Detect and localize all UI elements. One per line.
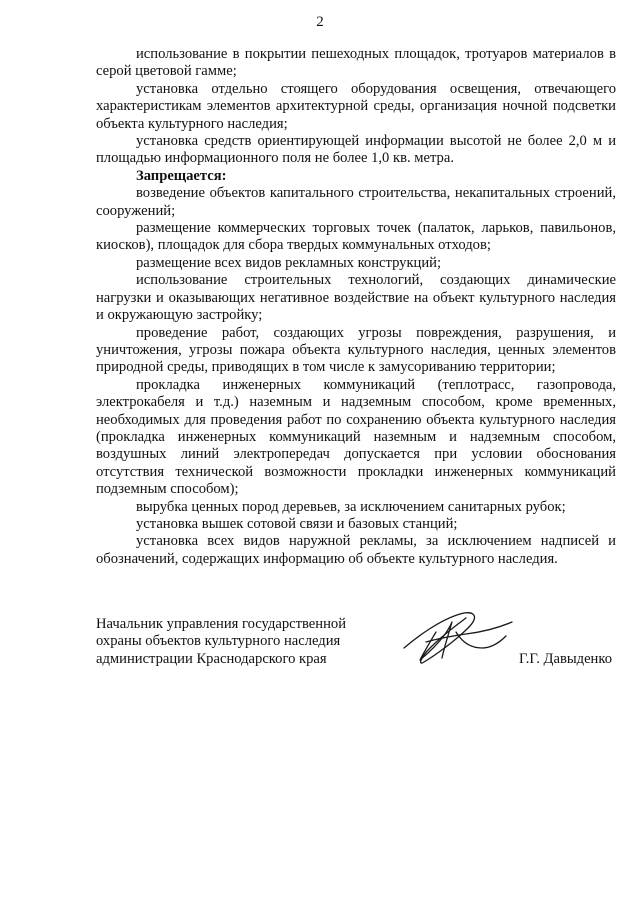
prohibited-item: размещение коммерческих торговых точек (палаток, ларьков, павильонов, киосков), площадок для сбора твердых коммунальных отходов; — [96, 220, 616, 254]
signature-strokes — [404, 613, 512, 663]
paragraph: установка отдельно стоящего оборудования освещения, отвечающего характеристикам элементов архитектурной среды, организация ночной подсветки объекта культурного наследия; — [96, 80, 616, 132]
prohibited-heading: Запрещается: — [136, 167, 227, 184]
signatory-name: Г.Г. Давыденко — [518, 650, 612, 667]
signatory-title-line: Начальник управления государственной — [96, 616, 347, 632]
prohibited-item: использование строительных технологий, создающих динамические нагрузки и оказывающих негативное воздействие на объект культурного наследия и окружающую застройку; — [96, 272, 616, 324]
paragraph: использование в покрытии пешеходных площадок, тротуаров материалов в серой цветовой гамме; — [96, 46, 616, 80]
prohibited-item: проведение работ, создающих угрозы повреждения, разрушения, и уничтожения, угрозы пожара объекта культурного наследия, ценных элементов природной среды, приводящих в том числе к замусориванию территории; — [96, 324, 616, 376]
signature-stroke — [426, 622, 512, 642]
prohibited-item: возведение объектов капитального строительства, некапитальных строений, сооружений; — [96, 185, 616, 219]
prohibited-item: установка вышек сотовой связи и базовых станций; — [136, 515, 458, 532]
prohibited-item: размещение всех видов рекламных конструкций; — [136, 254, 442, 271]
signature-block — [96, 616, 616, 676]
handwritten-signature — [396, 602, 516, 672]
page-number: 2 — [316, 14, 324, 30]
signature-stroke — [404, 613, 474, 663]
document-body — [96, 46, 616, 568]
prohibited-item: установка всех видов наружной рекламы, за исключением надписей и обозначений, содержащих информацию об объекте культурного наследия. — [96, 533, 616, 567]
paragraph: установка средств ориентирующей информации высотой не более 2,0 м и площадью информационного поля не более 1,0 кв. метра. — [96, 133, 616, 167]
signatory-title-line: охраны объектов культурного наследия — [96, 633, 341, 650]
prohibited-item: вырубка ценных пород деревьев, за исключением санитарных рубок; — [136, 498, 566, 515]
signatory-title-line: администрации Краснодарского края — [96, 650, 327, 667]
prohibited-item: прокладка инженерных коммуникаций (теплотрасс, газопровода, электрокабеля и т.д.) наземным и надземным способом, кроме временных, необходимых для проведения работ по сохранению объекта культурного наследия (прокладка инженерных коммуникаций наземным и надземным способом, воздушных линий электропередач допускается при условии обоснования отсутствия технической возможности прокладки инженерных коммуникаций подземным способом); — [96, 376, 616, 498]
